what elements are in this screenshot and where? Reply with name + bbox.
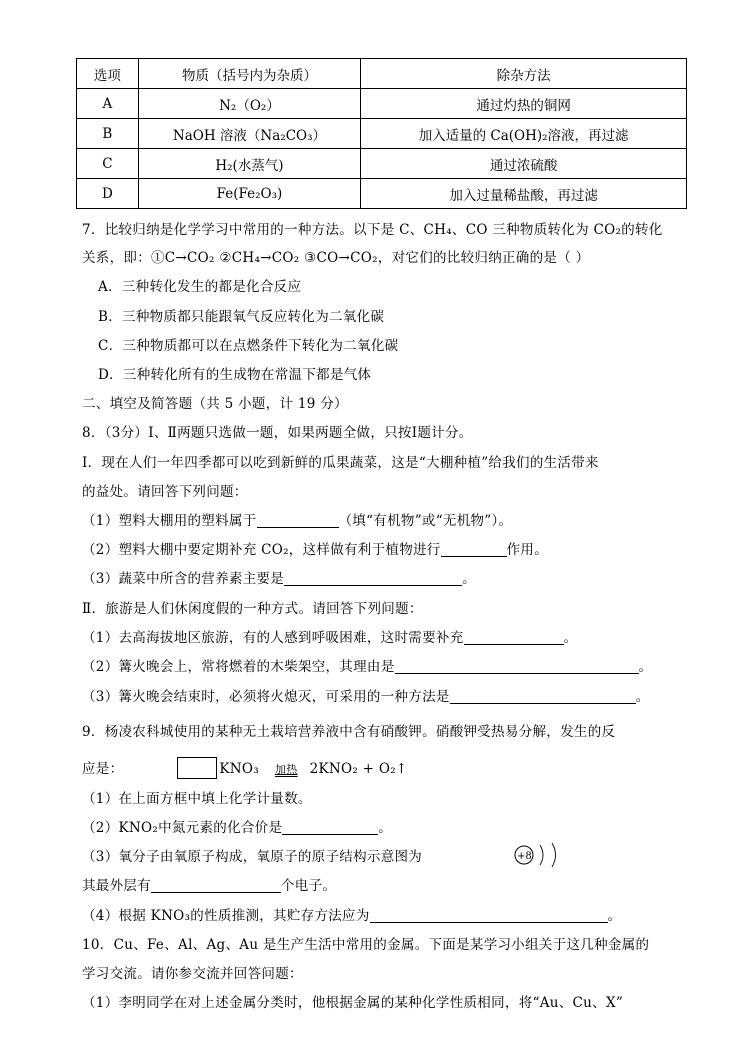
q10-stem-line2: 学习交流。请你参交流并回答问题： [82, 966, 303, 982]
q8-i2 [82, 538, 548, 558]
q8-ii1-tail: 。 [563, 630, 578, 646]
q8-ii2-text: （2）篝火晚会上，常将燃着的木柴架空，其理由是 [82, 659, 395, 675]
q7-stem-line1: 7．比较归纳是化学学习中常用的一种方法。以下是 C、CH₄、CO 三种物质转化为 CO₂的转化 [82, 222, 663, 238]
q9-eq-prefix: 应是： [82, 761, 124, 777]
q8-i3-text: （3）蔬菜中所含的营养素主要是 [82, 571, 285, 587]
q8-i3 [82, 567, 476, 587]
row-method: 通过浓硫酸 [361, 149, 687, 179]
q8-i1-tail: （填“有机物”或“无机物”）。 [338, 513, 513, 529]
row-option: D [77, 179, 139, 209]
q8-i3-tail: 。 [462, 571, 476, 587]
row-substance: H₂(水蒸气) [138, 149, 360, 179]
table-row [77, 89, 687, 119]
row-method: 加入适量的 Ca(OH)₂溶液，再过滤 [361, 119, 687, 149]
q9-s3b-tail: 个电子。 [281, 878, 337, 894]
q9-s2 [82, 816, 392, 836]
q8-part1-line2: 的益处。请回答下列问题： [82, 484, 248, 500]
nucleus-charge-label: +8 [517, 851, 532, 862]
answer-blank[interactable] [151, 876, 281, 893]
answer-blank[interactable] [395, 657, 639, 674]
q8-ii1-text: （1）去高海拔地区旅游，有的人感到呼吸困难，这时需要补充 [82, 630, 464, 646]
q8-i2-text: （2）塑料大棚中要定期补充 CO₂，这样做有利于植物进行 [82, 542, 441, 558]
q10-s1: （1）李明同学在对上述金属分类时，他根据金属的某种化学性质相同，将“Au、Cu、X” [82, 995, 624, 1011]
row-substance: NaOH 溶液（Na₂CO₃） [138, 119, 360, 149]
q8-ii1 [82, 626, 577, 646]
header-substance: 物质（括号内为杂质） [138, 59, 360, 89]
table-row [77, 179, 687, 209]
q9-s1: （1）在上面方框中填上化学计量数。 [82, 791, 312, 807]
q9-s4-tail: 。 [607, 908, 622, 924]
q10-stem-line1: 10．Cu、Fe、Al、Ag、Au 是生产生活中常用的金属。下面是某学习小组关于这几种金属的 [82, 937, 650, 953]
coefficient-box[interactable] [177, 757, 217, 779]
q8-i1-text: （1）塑料大棚用的塑料属于 [82, 513, 257, 529]
answer-blank[interactable] [370, 906, 608, 923]
row-substance: N₂（O₂） [138, 89, 360, 119]
answer-blank[interactable] [257, 511, 339, 528]
q9-stem: 9．杨凌农科城使用的某种无土栽培营养液中含有硝酸钾。硝酸钾受热易分解，发生的反 [82, 724, 616, 740]
q8-i1 [82, 509, 512, 529]
q8-ii2-tail: 。 [638, 659, 653, 675]
q8-intro: 8．（3分）Ⅰ、Ⅱ两题只选做一题，如果两题全做，只按Ⅰ题计分。 [82, 425, 473, 441]
table-row [77, 119, 687, 149]
q9-s3b [82, 874, 336, 894]
q9-s3b-text: 其最外层有 [82, 878, 151, 894]
q7-option-b: B．三种物质都只能跟氧气反应转化为二氧化碳 [98, 309, 385, 325]
q9-eq-condition: 加热 [274, 763, 298, 776]
q7-option-d: D．三种转化所有的生成物在常温下都是气体 [98, 367, 372, 383]
row-substance: Fe(Fe₂O₃) [138, 179, 360, 209]
q9-s3: （3）氧分子由氧原子构成，氧原子的原子结构示意图为 [82, 849, 423, 865]
q8-part1-line1: Ⅰ．现在人们一年四季都可以吃到新鲜的瓜果蔬菜，这是“大棚种植”给我们的生活带来 [82, 455, 599, 471]
q9-s2-text: （2）KNO₂中氮元素的化合价是 [82, 820, 283, 836]
q8-ii3-text: （3）篝火晚会结束时，必须将火熄灭，可采用的一种方法是 [82, 689, 450, 705]
answer-blank[interactable] [464, 628, 564, 645]
q8-ii3 [82, 685, 650, 705]
q8-i2-tail: 作用。 [506, 542, 548, 558]
q9-s4 [82, 904, 621, 924]
q9-eq-products: 2KNO₂ + O₂↑ [309, 761, 408, 777]
section-heading: 二、填空及简答题（共 5 小题，计 19 分） [82, 396, 348, 412]
answer-blank[interactable] [282, 818, 378, 835]
answer-blank[interactable] [450, 687, 636, 704]
row-method: 通过灼热的铜网 [361, 89, 687, 119]
table-header-row [77, 59, 687, 89]
q9-s2-tail: 。 [378, 820, 393, 836]
header-method: 除杂方法 [361, 59, 687, 89]
q7-option-a: A．三种转化发生的都是化合反应 [98, 279, 302, 295]
table-row [77, 149, 687, 179]
row-option: C [77, 149, 139, 179]
q9-s4-text: （4）根据 KNO₃的性质推测，其贮存方法应为 [82, 908, 370, 924]
q9-equation [82, 757, 408, 779]
answer-blank[interactable] [284, 569, 462, 586]
impurity-removal-table [76, 58, 687, 209]
q8-ii2 [82, 655, 652, 675]
q9-eq-reactant: KNO₃ [219, 761, 259, 777]
row-option: A [77, 89, 139, 119]
q8-part2: Ⅱ．旅游是人们休闲度假的一种方式。请回答下列问题： [82, 601, 423, 617]
row-method: 加入过量稀盐酸，再过滤 [361, 179, 687, 209]
q8-ii3-tail: 。 [635, 689, 650, 705]
q7-stem-line2: 关系，即：①C→CO₂ ②CH₄→CO₂ ③CO→CO₂，对它们的比较归纳正确的是（ ） [82, 250, 590, 266]
q7-option-c: C．三种物质都可以在点燃条件下转化为二氧化碳 [98, 338, 399, 354]
oxygen-atom-structure-diagram [508, 840, 570, 870]
answer-blank[interactable] [441, 540, 507, 557]
header-option: 选项 [77, 59, 139, 89]
row-option: B [77, 119, 139, 149]
